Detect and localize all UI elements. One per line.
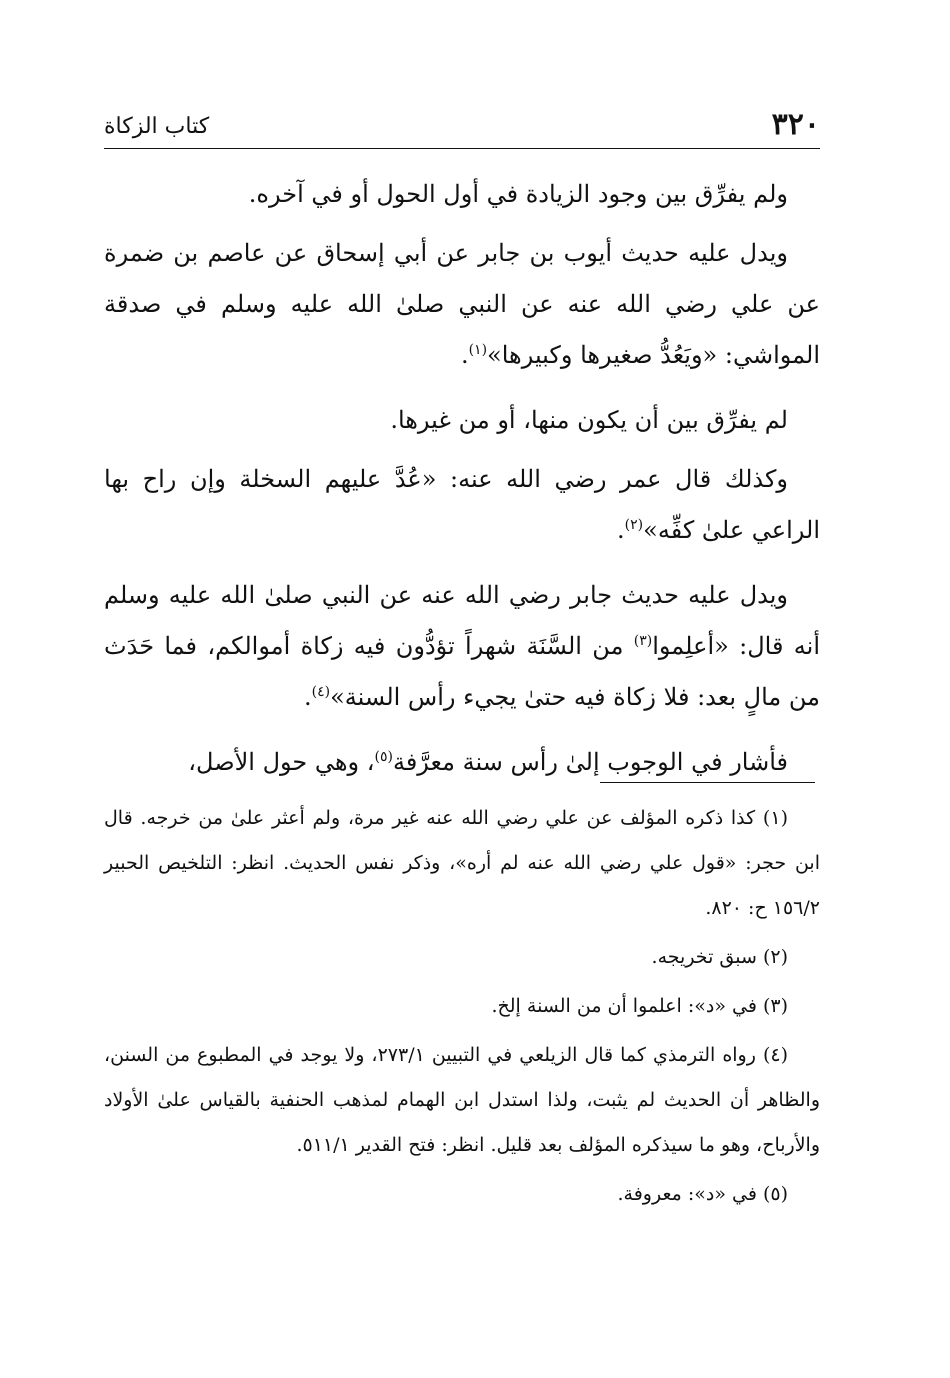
footnote: (٣) في «د»: اعلموا أن من السنة إلخ.	[491, 995, 788, 1017]
paragraph-text: من السَّنَة شهراً تؤدُّون فيه زكاة أموالكم، فما حَدَث من مالٍ بعد: فلا زكاة فيه حتىٰ يجيء رأس السنة»	[104, 632, 820, 711]
paragraph	[104, 228, 820, 381]
paragraph-end: .	[304, 683, 312, 711]
page-number: ٣٢٠	[771, 107, 820, 142]
paragraph-end: .	[617, 516, 625, 544]
footnote-ref[interactable]: (٣)	[633, 633, 653, 649]
paragraph-text: وكذلك قال عمر رضي الله عنه: «عُدَّ عليهم السخلة وإن راح بها الراعي علىٰ كفِّه»	[104, 465, 820, 544]
paragraph-text: فأشار في الوجوب إلىٰ رأس سنة معرَّفة	[392, 748, 788, 776]
paragraph	[104, 395, 820, 446]
footnote-ref[interactable]: (٢)	[624, 517, 644, 533]
running-title: كتاب الزكاة	[104, 114, 210, 139]
main-text	[104, 169, 820, 788]
footnote-divider	[600, 782, 815, 783]
paragraph-text: ويدل عليه حديث جابر رضي الله عنه عن النبي صلىٰ الله عليه وسلم أنه قال: «أعلِموا	[104, 581, 820, 660]
footnote: (٥) في «د»: معروفة.	[617, 1183, 788, 1205]
paragraph-text: ، وهي حول الأصل،	[188, 748, 375, 776]
paragraph	[104, 570, 820, 723]
footnote: (٢) سبق تخريجه.	[651, 946, 788, 968]
paragraph	[104, 169, 820, 220]
paragraph	[104, 737, 820, 788]
paragraph	[104, 454, 820, 556]
footnote: (٤) رواه الترمذي كما قال الزيلعي في التبيين ٢٧٣/١، ولا يوجد في المطبوع من السنن، والظاهر أن الحديث لم يثبت، ولذا استدل ابن الهمام لمذهب الحنفية بالقياس علىٰ الأولاد والأرباح، وهو ما سيذكره المؤلف بعد قليل. انظر: فتح القدير ٥١١/١.	[104, 1044, 820, 1156]
paragraph-text: لم يفرِّق بين أن يكون منها، أو من غيرها.	[390, 406, 788, 434]
paragraph-text: ولم يفرِّق بين وجود الزيادة في أول الحول أو في آخره.	[248, 180, 788, 208]
book-page	[104, 100, 820, 802]
footnote-ref[interactable]: (١)	[468, 342, 488, 358]
footnote-ref[interactable]: (٥)	[374, 749, 393, 765]
page-header	[104, 100, 820, 149]
footnotes	[104, 796, 820, 1221]
paragraph-end: .	[460, 341, 469, 369]
footnote: (١) كذا ذكره المؤلف عن علي رضي الله عنه غير مرة، ولم أعثر علىٰ من خرجه. قال ابن حجر: «قول علي رضي الله عنه لم أره»، وذكر نفس الحديث. انظر: التلخيص الحبير ١٥٦/٢ ح: ٨٢٠.	[104, 807, 820, 919]
paragraph-text: ويدل عليه حديث أيوب بن جابر عن أبي إسحاق عن عاصم بن ضمرة عن علي رضي الله عنه عن النبي صلىٰ الله عليه وسلم في صدقة المواشي: «ويَعُدُّ صغيرها وكبيرها»	[104, 239, 820, 369]
footnote-ref[interactable]: (٤)	[311, 684, 331, 700]
